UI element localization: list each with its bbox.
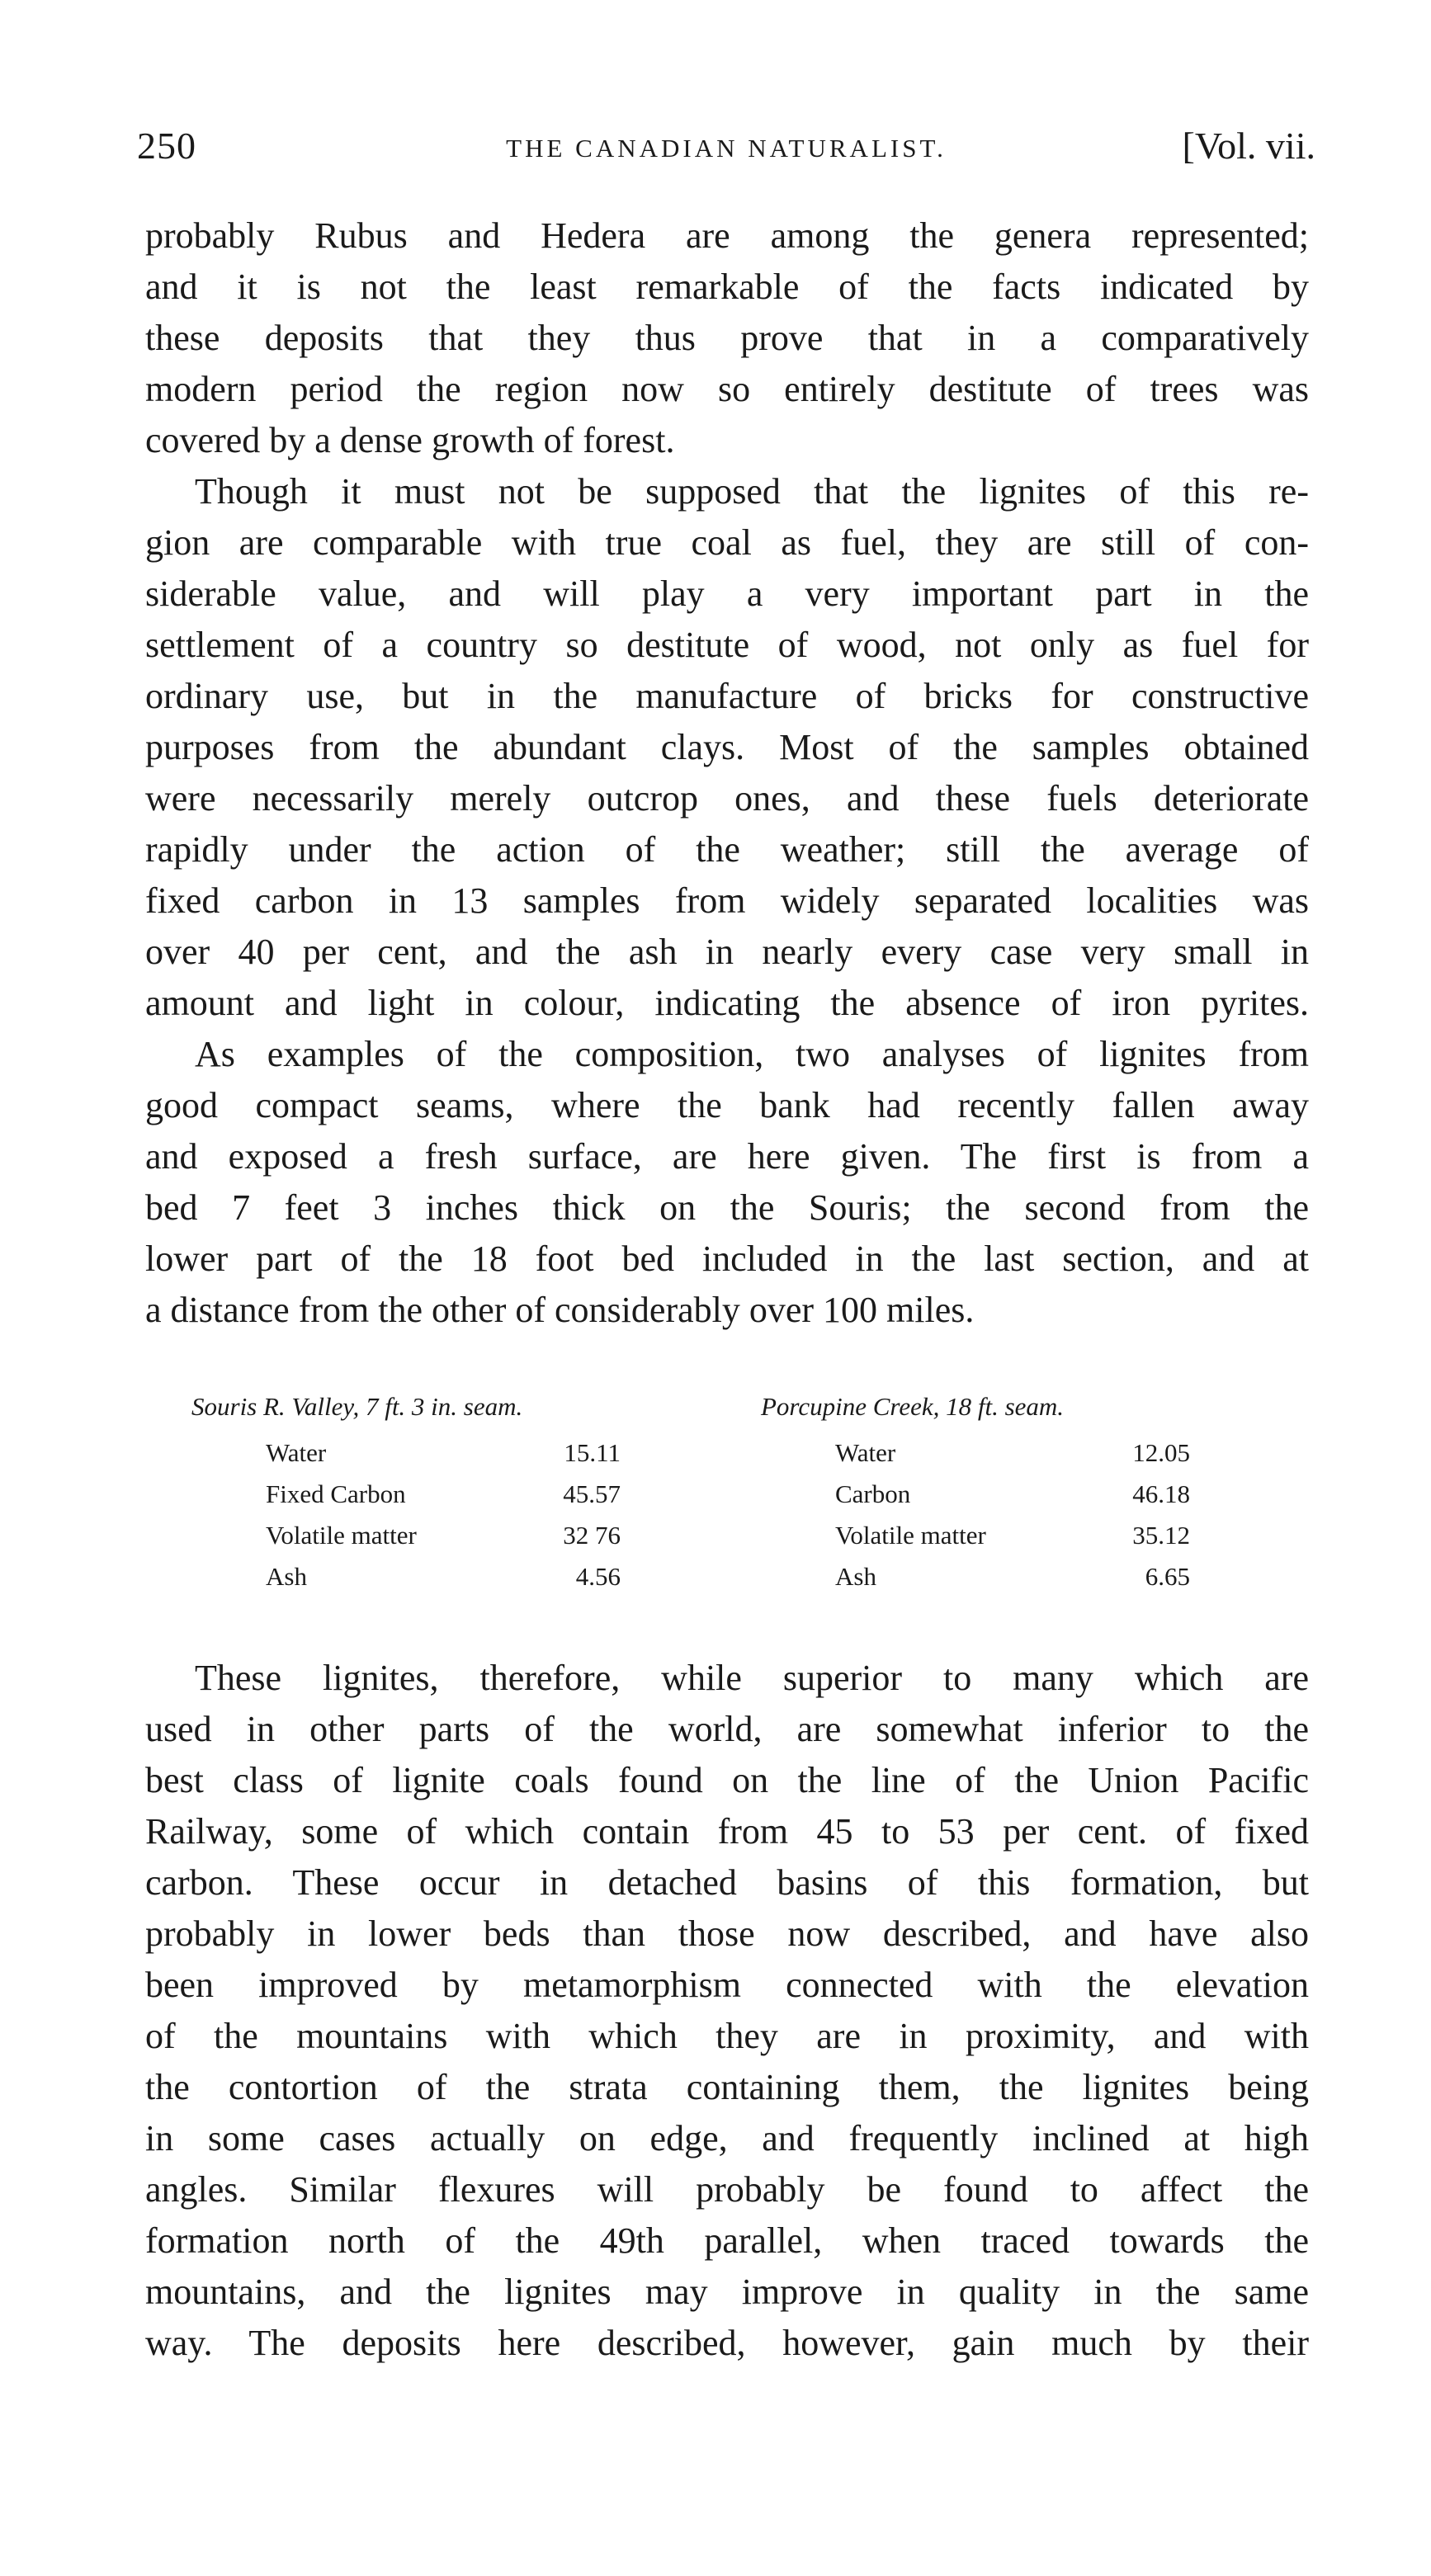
text-line: way. The deposits here described, however, gain much by their	[145, 2323, 1309, 2363]
text-line: these deposits that they thus prove that in a comparatively	[145, 318, 1309, 358]
table-row	[761, 1432, 1223, 1474]
row-label: Ash	[266, 1562, 307, 1591]
text-line: and it is not the least remarkable of the facts indicated by	[145, 267, 1309, 307]
text-line: fixed carbon in 13 samples from widely separated localities was	[145, 880, 1309, 921]
text-line: purposes from the abundant clays. Most of the samples obtained	[145, 727, 1309, 767]
text-line: used in other parts of the world, are somewhat inferior to the	[145, 1709, 1309, 1749]
text-line: gion are comparable with true coal as fuel, they are still of con-	[145, 522, 1309, 563]
text-line: siderable value, and will play a very important part in the	[145, 573, 1309, 614]
row-label: Carbon	[835, 1479, 911, 1508]
row-label: Volatile matter	[835, 1521, 986, 1550]
volume-label: [Vol. vii.	[1182, 125, 1315, 167]
text-line: probably Rubus and Hedera are among the genera represented;	[145, 215, 1309, 256]
text-line: modern period the region now so entirely destitute of trees was	[145, 369, 1309, 409]
table-row	[761, 1515, 1223, 1556]
text-line: settlement of a country so destitute of wood, not only as fuel for	[145, 625, 1309, 665]
table-row	[191, 1515, 654, 1556]
text-block-top	[145, 210, 1309, 1336]
text-line: Railway, some of which contain from 45 to 53 per cent. of fixed	[145, 1811, 1309, 1852]
text-block-bottom	[145, 1653, 1309, 2369]
row-label: Water	[835, 1438, 896, 1467]
text-line: amount and light in colour, indicating the absence of iron pyrites.	[145, 983, 1309, 1023]
text-line: carbon. These occur in detached basins of this formation, but	[145, 1862, 1309, 1903]
text-line: the contortion of the strata containing them, the lignites being	[145, 2067, 1309, 2107]
row-value: 15.11	[564, 1438, 621, 1467]
text-line: of the mountains with which they are in proximity, and with	[145, 2016, 1309, 2056]
text-line: Though it must not be supposed that the lignites of this re-	[195, 471, 1309, 512]
table-row	[191, 1432, 654, 1474]
text-line: ordinary use, but in the manufacture of bricks for constructive	[145, 676, 1309, 716]
table-row	[191, 1474, 654, 1515]
row-value: 35.12	[1132, 1521, 1190, 1550]
text-line: These lignites, therefore, while superior to many which are	[195, 1658, 1309, 1698]
text-line: in some cases actually on edge, and frequently inclined at high	[145, 2118, 1309, 2158]
text-line: bed 7 feet 3 inches thick on the Souris; the second from the	[145, 1187, 1309, 1228]
text-line: covered by a dense growth of forest.	[145, 420, 675, 460]
text-line: formation north of the 49th parallel, when traced towards the	[145, 2220, 1309, 2261]
row-label: Ash	[835, 1562, 876, 1591]
table-row	[761, 1474, 1223, 1515]
page-number: 250	[137, 125, 196, 167]
text-line: mountains, and the lignites may improve in quality in the same	[145, 2272, 1309, 2312]
running-title: THE CANADIAN NATURALIST.	[506, 134, 947, 163]
text-line: a distance from the other of considerably over 100 miles.	[145, 1290, 975, 1330]
text-line: and exposed a fresh surface, are here given. The first is from a	[145, 1136, 1309, 1177]
column-heading: Souris R. Valley, 7 ft. 3 in. seam.	[191, 1392, 523, 1421]
column-heading: Porcupine Creek, 18 ft. seam.	[761, 1392, 1065, 1421]
text-line: lower part of the 18 foot bed included in the last section, and at	[145, 1238, 1309, 1279]
text-line: As examples of the composition, two analyses of lignites from	[195, 1034, 1309, 1074]
row-value: 12.05	[1132, 1438, 1190, 1467]
table-row	[761, 1556, 1223, 1597]
page-header	[137, 124, 1315, 182]
analysis-column-souris	[191, 1386, 654, 1597]
text-line: been improved by metamorphism connected with the elevation	[145, 1965, 1309, 2005]
text-line: angles. Similar flexures will probably be found to affect the	[145, 2169, 1309, 2210]
row-value: 45.57	[563, 1479, 621, 1508]
text-line: rapidly under the action of the weather; still the average of	[145, 829, 1309, 870]
text-line: were necessarily merely outcrop ones, and these fuels deteriorate	[145, 778, 1309, 819]
text-line: probably in lower beds than those now described, and have also	[145, 1913, 1309, 1954]
row-value: 32 76	[563, 1521, 621, 1550]
row-value: 6.65	[1145, 1562, 1190, 1591]
text-line: best class of lignite coals found on the line of the Union Pacific	[145, 1760, 1309, 1800]
analysis-column-porcupine	[761, 1386, 1223, 1597]
row-label: Volatile matter	[266, 1521, 417, 1550]
table-row	[191, 1556, 654, 1597]
text-line: over 40 per cent, and the ash in nearly every case very small in	[145, 932, 1309, 972]
row-value: 4.56	[575, 1562, 621, 1591]
text-line: good compact seams, where the bank had recently fallen away	[145, 1085, 1309, 1125]
row-value: 46.18	[1132, 1479, 1190, 1508]
row-label: Water	[266, 1438, 327, 1467]
row-label: Fixed Carbon	[266, 1479, 406, 1508]
